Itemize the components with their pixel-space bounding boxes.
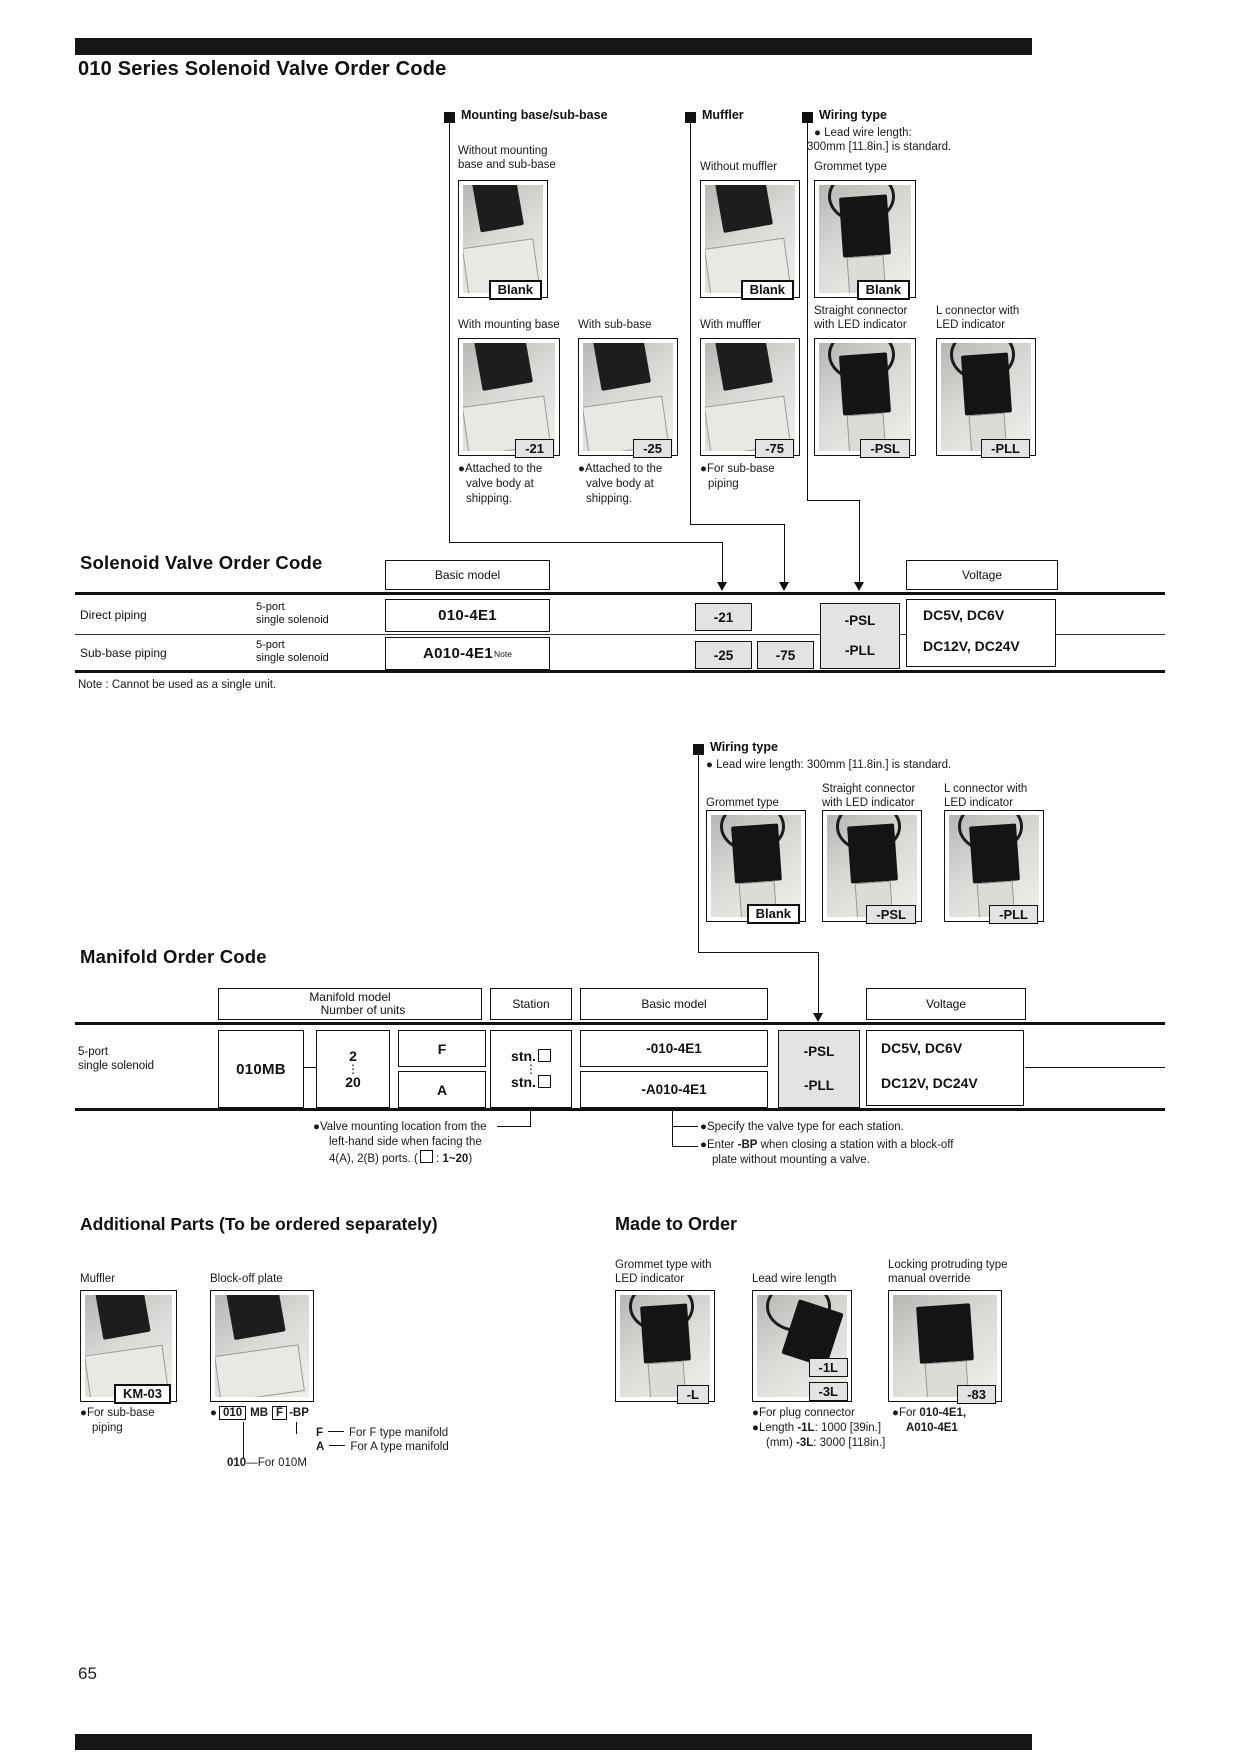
muffler-section-header: Muffler (702, 108, 744, 122)
voltage-cell: DC5V, DC6V DC12V, DC24V (906, 599, 1056, 667)
wiring2-section-header: Wiring type (710, 740, 778, 754)
blockoff-note-a: A For A type manifold (316, 1441, 449, 1453)
option-caption: Straight connector (814, 305, 908, 317)
product-photo-frame (458, 338, 560, 456)
connector-line (818, 952, 819, 1014)
part-code-label: -L (677, 1385, 709, 1404)
manifold-heading: Manifold Order Code (80, 946, 267, 967)
basic-model-header: Basic model (385, 560, 550, 590)
mounting-section-header: Mounting base/sub-base (461, 108, 608, 122)
arrow-down-icon (813, 1013, 823, 1022)
connector-line (1025, 1067, 1165, 1068)
station-header: Station (490, 988, 572, 1020)
voltage-header: Voltage (906, 560, 1058, 590)
option-code-label: -21 (515, 439, 554, 458)
product-photo-frame (888, 1290, 1002, 1402)
product-photo-frame (615, 1290, 715, 1402)
dash-line (329, 1445, 345, 1446)
additional-parts-heading: Additional Parts (To be ordered separately) (80, 1214, 438, 1234)
product-photo-frame (210, 1290, 314, 1402)
leadwire-notes: ●For plug connector ●Length -1L: 1000 [39in.] (mm) -3L: 3000 [118in.] (752, 1407, 886, 1449)
option-caption: Locking protruding type (888, 1259, 1008, 1271)
option-code-label: -75 (755, 439, 794, 458)
muffler-note: ●For sub-base piping (80, 1407, 155, 1434)
manifold-basic-a-cell: -A010-4E1 (580, 1071, 768, 1108)
units-cell: 2 ⋮ 20 (316, 1030, 390, 1108)
manifold-model-header: Manifold model Number of units (218, 988, 482, 1020)
option-caption: L connector with (944, 783, 1028, 795)
product-photo-frame (814, 338, 916, 456)
valve-photo (705, 343, 795, 451)
dash-line (328, 1431, 344, 1432)
arrow-down-icon (779, 582, 789, 591)
type-f-cell: F (398, 1030, 486, 1067)
connector-line (807, 121, 808, 500)
connector-line (243, 1422, 244, 1458)
part-code-label: -1L (809, 1358, 849, 1377)
connector-line (807, 500, 859, 501)
option-code-label: -PSL (866, 905, 916, 924)
valve-photo (827, 815, 917, 917)
option-code-label: Blank (489, 280, 542, 300)
valve-photo (893, 1295, 997, 1397)
wiring-lead-note: ● Lead wire length: (814, 127, 912, 139)
manifold-row-label: single solenoid (78, 1060, 155, 1072)
option-code-label: -PLL (981, 439, 1030, 458)
product-photo-frame (706, 810, 806, 922)
option-caption: LED indicator (615, 1273, 685, 1285)
piping-label: Direct piping (80, 608, 147, 622)
table-rule (75, 592, 1165, 595)
product-photo-frame (752, 1290, 852, 1402)
option-caption: Grommet type with (615, 1259, 712, 1271)
table-rule (75, 1022, 1165, 1025)
manifold-voltage-header: Voltage (866, 988, 1026, 1020)
station-number-box (538, 1049, 551, 1062)
manifold-wiring-cell: -PSL -PLL (778, 1030, 860, 1108)
part-code-label: KM-03 (114, 1384, 171, 1404)
product-photo-frame (80, 1290, 177, 1402)
top-bar (75, 38, 1032, 55)
made-to-order-heading: Made to Order (615, 1214, 738, 1234)
option-code-label: Blank (747, 904, 800, 924)
option-code-label: Blank (741, 280, 794, 300)
connector-line (722, 542, 723, 582)
product-photo-frame (578, 338, 678, 456)
model-note-superscript: Note (493, 648, 512, 659)
valve-photo (819, 343, 911, 451)
connector-line (672, 1146, 698, 1147)
valve-type-label: single solenoid (256, 652, 329, 664)
code-cell: -25 (695, 641, 752, 669)
table-footnote: Note : Cannot be used as a single unit. (78, 679, 277, 691)
connector-line (530, 1111, 531, 1127)
product-photo-frame (814, 180, 916, 298)
arrow-down-icon (717, 582, 727, 591)
option-caption: With mounting base (458, 319, 560, 331)
piping-label: Sub-base piping (80, 646, 167, 660)
valve-type-label: 5-port (256, 601, 285, 613)
connector-line (449, 121, 450, 542)
blockoff-note-010: 010—For 010M (227, 1457, 307, 1469)
valve-photo (85, 1295, 172, 1397)
bottom-bar (75, 1734, 1032, 1750)
valve-photo (583, 343, 673, 451)
manifold-basic-f-cell: -010-4E1 (580, 1030, 768, 1067)
connector-line (784, 524, 785, 582)
valve-photo (711, 815, 801, 917)
product-photo-frame (700, 338, 800, 456)
manifold-voltage-cell: DC5V, DC6V DC12V, DC24V (866, 1030, 1024, 1106)
valve-photo (949, 815, 1039, 917)
wiring-lead-note: 300mm [11.8in.] is standard. (807, 141, 952, 153)
product-photo-frame (944, 810, 1044, 922)
solenoid-table-heading: Solenoid Valve Order Code (80, 552, 323, 573)
part-code-label: -3L (809, 1382, 849, 1401)
option-caption: Without mounting (458, 145, 548, 157)
option-code-label: -PSL (860, 439, 910, 458)
code-cell: -75 (757, 641, 814, 669)
station-cell: stn. ⋮ stn. (490, 1030, 572, 1108)
option-caption: With sub-base (578, 319, 652, 331)
option-note: ●Attached to the valve body at shipping. (458, 463, 543, 505)
connector-line (698, 952, 818, 953)
table-rule (75, 1108, 1165, 1111)
option-caption: Muffler (80, 1273, 115, 1285)
manifold-model-cell: 010MB (218, 1030, 304, 1108)
option-code-label: Blank (857, 280, 910, 300)
option-caption: With muffler (700, 319, 762, 331)
option-caption: Grommet type (814, 161, 887, 173)
page-title: 010 Series Solenoid Valve Order Code (78, 58, 447, 80)
option-caption: with LED indicator (814, 319, 907, 331)
option-caption: Grommet type (706, 797, 779, 809)
station-number-box (538, 1075, 551, 1088)
blockoff-order-code: ● 010 MB F -BP (210, 1407, 309, 1419)
option-code-label: -PLL (989, 905, 1038, 924)
option-caption: Without muffler (700, 161, 778, 173)
valve-photo (463, 185, 543, 293)
option-caption: with LED indicator (822, 797, 915, 809)
option-caption: LED indicator (936, 319, 1006, 331)
wiring-section-header: Wiring type (819, 108, 887, 122)
connector-line (672, 1111, 673, 1147)
product-photo-frame (936, 338, 1036, 456)
option-caption: LED indicator (944, 797, 1014, 809)
locking-note: ●For 010-4E1, A010-4E1 (892, 1407, 967, 1434)
option-caption: base and sub-base (458, 159, 556, 171)
manifold-footnote-left: ●Valve mounting location from the left-hand side when facing the 4(A), 2(B) ports. ( : 1~20) (313, 1121, 487, 1165)
station-number-box (420, 1150, 433, 1163)
manifold-basic-header: Basic model (580, 988, 768, 1020)
product-photo-frame (700, 180, 800, 298)
option-note: ●For sub-base piping (700, 463, 775, 490)
type-a-cell: A (398, 1071, 486, 1108)
valve-photo (941, 343, 1031, 451)
connector-line (698, 753, 699, 952)
connector-line (449, 542, 722, 543)
option-caption: L connector with (936, 305, 1020, 317)
option-code-label: -25 (633, 439, 672, 458)
option-caption: Straight connector (822, 783, 916, 795)
table-rule (75, 670, 1165, 673)
connector-line (303, 1067, 316, 1068)
arrow-down-icon (854, 582, 864, 591)
connector-line (690, 121, 691, 524)
valve-type-label: single solenoid (256, 614, 329, 626)
connector-line (859, 500, 860, 582)
valve-photo (705, 185, 795, 293)
model-cell: A010-4E1 Note (385, 637, 550, 670)
manifold-footnote-right: ●Specify the valve type for each station. ●Enter -BP when closing a station with a block-off plate without mounting a valve. (700, 1121, 954, 1166)
valve-photo (215, 1295, 309, 1397)
connector-line (672, 1126, 698, 1127)
blockoff-note-f: F For F type manifold (316, 1427, 449, 1439)
valve-photo (463, 343, 555, 451)
wiring-lead-note: ● Lead wire length: 300mm [11.8in.] is standard. (706, 759, 952, 771)
connector-line (497, 1126, 530, 1127)
valve-type-label: 5-port (256, 639, 285, 651)
wiring-code-cell: -PSL -PLL (820, 603, 900, 669)
part-code-label: -83 (957, 1385, 996, 1404)
code-cell: -21 (695, 603, 752, 631)
product-photo-frame (458, 180, 548, 298)
option-caption: manual override (888, 1273, 971, 1285)
model-cell: 010-4E1 (385, 599, 550, 632)
manifold-row-label: 5-port (78, 1046, 109, 1058)
connector-line (690, 524, 784, 525)
valve-photo (819, 185, 911, 293)
connector-line (296, 1422, 297, 1434)
product-photo-frame (822, 810, 922, 922)
option-caption: Lead wire length (752, 1273, 837, 1285)
option-caption: Block-off plate (210, 1273, 283, 1285)
page-number: 65 (78, 1664, 97, 1683)
option-note: ●Attached to the valve body at shipping. (578, 463, 663, 505)
valve-photo (620, 1295, 710, 1397)
